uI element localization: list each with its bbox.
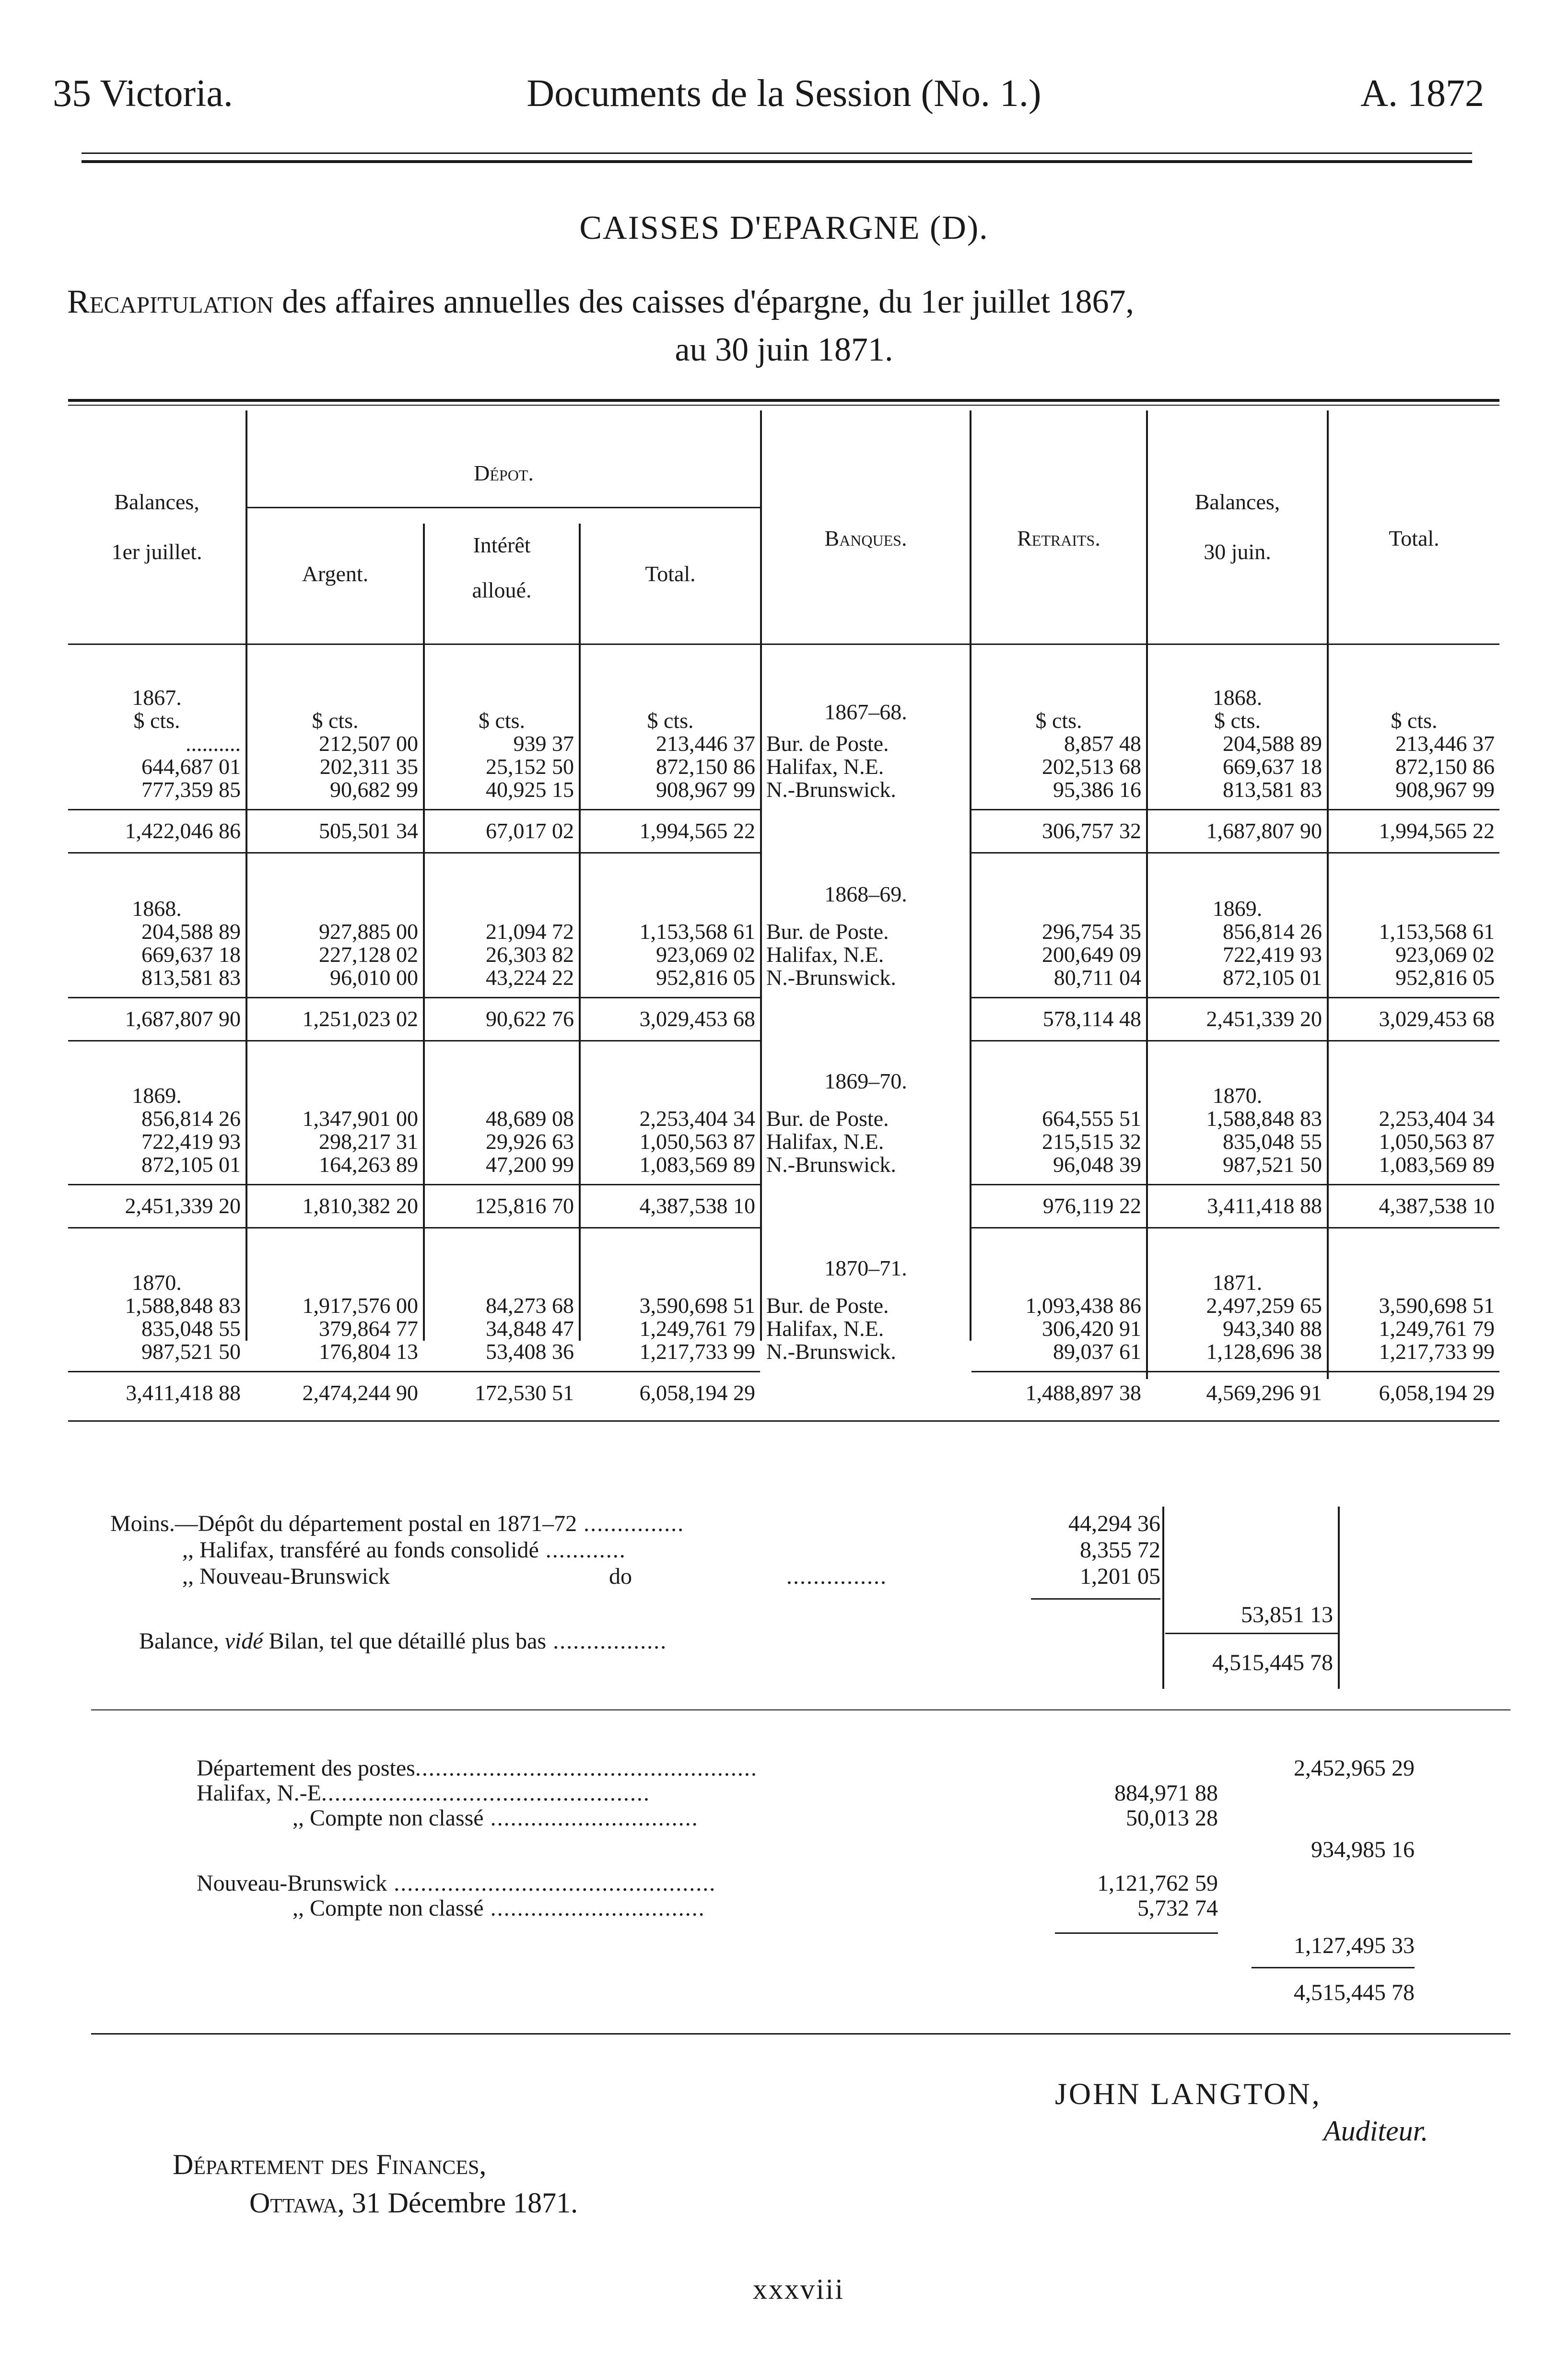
total-cell: 2,474,244 90	[302, 1380, 418, 1405]
bilan-halifax-cnc-label: ,, Compte non classé	[293, 1805, 484, 1831]
table-cell: 202,311 35	[319, 754, 418, 779]
depot-rule	[247, 507, 760, 508]
header-rule-top	[82, 152, 1472, 154]
bilan-postes-label: Département des postes	[197, 1755, 415, 1781]
table-cell: 298,217 31	[319, 1129, 418, 1154]
bilan-postes: Département des postes...................................................	[197, 1755, 758, 1781]
table-cell: 200,649 09	[1042, 942, 1141, 967]
total-cell: 1,422,046 86	[125, 819, 241, 843]
total-cell: 2,451,339 20	[1206, 1006, 1322, 1031]
head-balances-1: Balances,	[114, 490, 199, 514]
department-line-1: Département des Finances,	[173, 2149, 487, 2180]
bilan-nb-label: Nouveau-Brunswick	[197, 1871, 387, 1896]
table-cell: 1,917,576 00	[302, 1293, 418, 1318]
table-cell: 872,150 86	[1395, 754, 1495, 779]
table-cell: N.-Brunswick.	[766, 965, 896, 990]
balance-line: Balance, vidé Bilan, tel que détaillé plus bas .................	[139, 1628, 667, 1654]
table-cell: 306,420 91	[1042, 1316, 1141, 1341]
signature-name: JOHN LANGTON,	[1055, 2077, 1322, 2111]
bilan-nb-total: 1,127,495 33	[1294, 1933, 1415, 1958]
head-balances-juillet	[68, 485, 246, 569]
table-cell: 296,754 35	[1042, 919, 1141, 944]
moins-line-2: ,, Halifax, transféré au fonds consolidé ............	[182, 1537, 626, 1563]
total-cell: 90,622 76	[486, 1006, 574, 1031]
table-cell: 664,555 51	[1042, 1106, 1141, 1131]
table-cell: 1,588,848 83	[125, 1293, 241, 1318]
table-cell: 669,637 18	[1223, 754, 1322, 779]
moins-line-3	[182, 1563, 390, 1590]
unit-label: $ cts.	[133, 708, 180, 733]
header-center: Documents de la Session (No. 1.)	[527, 72, 1041, 115]
block-rule	[68, 852, 760, 854]
table-cell: 952,816 05	[1395, 965, 1495, 990]
total-cell: 3,029,453 68	[1379, 1006, 1495, 1031]
head-retraits: Retraits.	[1017, 526, 1100, 550]
table-cell: 8,857 48	[1064, 731, 1141, 756]
total-cell: 67,017 02	[486, 819, 574, 843]
moins-line-1-label: Moins.—Dépôt du département postal en 1871–72	[110, 1511, 577, 1536]
year-open: 1870.	[132, 1270, 182, 1295]
subtitle-lead: Recapitulation	[67, 283, 274, 320]
table-cell: 1,153,568 61	[1379, 919, 1495, 944]
table-cell: 1,050,563 87	[1379, 1129, 1495, 1154]
table-cell: 34,848 47	[486, 1316, 574, 1341]
moins-line-3-do: do	[609, 1564, 632, 1589]
table-cell: 722,419 93	[141, 1129, 241, 1154]
subtitle-line-2: au 30 juin 1871.	[675, 331, 893, 368]
moins-col-sep-2	[1338, 1507, 1340, 1689]
year-open: 1868.	[132, 896, 182, 921]
bilan-nb: Nouveau-Brunswick ................................................	[197, 1871, 716, 1896]
table-cell: 644,687 01	[141, 754, 241, 779]
bilan-halifax: Halifax, N.-E.................................................	[197, 1780, 650, 1806]
table-cell: 215,515 32	[1042, 1129, 1141, 1154]
table-cell: N.-Brunswick.	[766, 777, 896, 802]
unit-label: $ cts.	[312, 708, 359, 733]
bilan-nb-cnc: ,, Compte non classé ................................	[293, 1895, 705, 1921]
moins-line-3-label: ,, Nouveau-Brunswick	[182, 1564, 390, 1589]
table-cell: 176,804 13	[319, 1339, 418, 1364]
bilan-nb-rule	[1055, 1932, 1218, 1934]
balance-post: Bilan, tel que détaillé plus bas	[263, 1628, 547, 1654]
total-cell: 4,569,296 91	[1206, 1380, 1322, 1405]
balance-rule	[1165, 1633, 1338, 1634]
recapitulation-table	[68, 399, 1499, 1502]
table-cell: N.-Brunswick.	[766, 1339, 896, 1364]
table-bottom-rule	[68, 1420, 1499, 1422]
block-rule	[971, 1040, 1499, 1041]
table-cell: 908,967 99	[1395, 777, 1495, 802]
header-rule-bottom	[82, 160, 1472, 163]
header-left: 35 Victoria.	[53, 72, 233, 115]
block-rule	[971, 1184, 1499, 1185]
head-balances-juin	[1148, 485, 1327, 569]
block-rule	[971, 1371, 1499, 1372]
head-total-final: Total.	[1389, 526, 1439, 550]
head-argent: Argent.	[302, 562, 369, 586]
table-cell: 1,128,696 38	[1206, 1339, 1322, 1364]
total-cell: 125,816 70	[475, 1193, 574, 1218]
table-cell: 1,083,569 89	[1379, 1152, 1495, 1177]
total-cell: 172,530 51	[475, 1380, 574, 1405]
total-cell: 578,114 48	[1042, 1006, 1141, 1031]
table-cell: 872,105 01	[141, 1152, 241, 1177]
block-rule	[68, 1371, 760, 1372]
table-cell: 204,588 89	[141, 919, 241, 944]
page-number: xxxviii	[753, 2273, 845, 2305]
block-rule	[68, 809, 760, 810]
bilan-halifax-label: Halifax, N.-E	[197, 1780, 321, 1806]
moins-col-sep	[1162, 1507, 1164, 1689]
department-place: Ottawa	[249, 2187, 338, 2219]
table-cell: 908,967 99	[656, 777, 755, 802]
section-rule	[91, 1709, 1510, 1710]
table-cell: 777,359 85	[141, 777, 241, 802]
block-rule	[971, 809, 1499, 810]
table-cell: 3,590,698 51	[1379, 1293, 1495, 1318]
block-rule	[971, 1227, 1499, 1228]
table-cell: Halifax, N.E.	[766, 1316, 884, 1341]
table-cell: 80,711 04	[1053, 965, 1141, 990]
balance-vide: vidé	[224, 1628, 263, 1654]
table-cell: Halifax, N.E.	[766, 754, 884, 779]
table-cell: 26,303 82	[486, 942, 574, 967]
table-cell: 227,128 02	[319, 942, 418, 967]
period: 1868–69.	[824, 882, 907, 906]
year-close: 1870.	[1212, 1083, 1263, 1108]
table-cell: 379,864 77	[319, 1316, 418, 1341]
table-cell: 813,581 83	[1223, 777, 1322, 802]
table-cell: 25,152 50	[486, 754, 574, 779]
table-cell: 835,048 55	[1223, 1129, 1322, 1154]
table-cell: Bur. de Poste.	[766, 1293, 889, 1318]
table-cell: 43,224 22	[486, 965, 574, 990]
moins-line-3-value: 1,201 05	[1080, 1564, 1160, 1589]
block-rule	[68, 1040, 760, 1041]
total-cell: 1,251,023 02	[302, 1006, 418, 1031]
unit-label: $ cts.	[1214, 708, 1261, 733]
signature-title: Auditeur.	[1323, 2115, 1428, 2147]
total-cell: 3,411,418 88	[1207, 1193, 1322, 1218]
table-cell: 95,386 16	[1053, 777, 1141, 802]
table-cell: 1,217,733 99	[1379, 1339, 1495, 1364]
table-cell: Bur. de Poste.	[766, 919, 889, 944]
moins-line-2-label: ,, Halifax, transféré au fonds consolidé	[182, 1537, 539, 1563]
table-rule-top-thin	[68, 405, 1499, 406]
header-bottom-rule	[68, 643, 1499, 645]
moins-line-2-value: 8,355 72	[1080, 1537, 1160, 1563]
bilan-nb-cnc-label: ,, Compte non classé	[293, 1895, 484, 1921]
bilan-nb-cnc-value: 5,732 74	[1137, 1895, 1218, 1921]
total-cell: 2,451,339 20	[125, 1193, 241, 1218]
table-cell: 90,682 99	[330, 777, 418, 802]
head-interet-2: alloué.	[472, 578, 532, 602]
table-cell: 202,513 68	[1042, 754, 1141, 779]
year-open: 1867.	[132, 685, 182, 710]
table-cell: 84,273 68	[486, 1293, 574, 1318]
table-cell: 164,263 89	[319, 1152, 418, 1177]
table-rule-top	[68, 399, 1499, 402]
table-cell: 927,885 00	[319, 919, 418, 944]
table-cell: 2,253,404 34	[639, 1106, 755, 1131]
total-cell: 6,058,194 29	[639, 1380, 755, 1405]
bilan-bottom-rule	[91, 2033, 1510, 2035]
table-cell: Bur. de Poste.	[766, 1106, 889, 1131]
table-cell: 29,926 63	[486, 1129, 574, 1154]
subtitle-line-1	[67, 283, 1134, 321]
table-cell: 856,814 26	[1223, 919, 1322, 944]
table-cell: 939 37	[513, 731, 574, 756]
table-cell: 872,150 86	[656, 754, 755, 779]
table-cell: 204,588 89	[1223, 731, 1322, 756]
table-cell: 47,200 99	[486, 1152, 574, 1177]
block-rule	[68, 1227, 760, 1228]
table-cell: 722,419 93	[1223, 942, 1322, 967]
table-cell: 212,507 00	[319, 731, 418, 756]
table-cell: Halifax, N.E.	[766, 942, 884, 967]
table-cell: 1,249,761 79	[1379, 1316, 1495, 1341]
year-close: 1869.	[1212, 896, 1263, 921]
department-date: , 31 Décembre 1871.	[337, 2187, 578, 2219]
head-total-depot: Total.	[645, 562, 696, 586]
bilan-halifax-total: 934,985 16	[1311, 1837, 1415, 1862]
subtitle-rest: des affaires annuelles des caisses d'épargne, du 1er juillet 1867,	[273, 283, 1134, 320]
table-cell: ..........	[186, 731, 241, 756]
head-interet	[425, 528, 579, 607]
table-cell: Halifax, N.E.	[766, 1129, 884, 1154]
total-cell: 1,687,807 90	[1206, 819, 1322, 843]
table-cell: 1,588,848 83	[1206, 1106, 1322, 1131]
balance-pre: Balance,	[139, 1628, 225, 1654]
table-cell: 96,048 39	[1053, 1152, 1141, 1177]
table-cell: 2,497,259 65	[1206, 1293, 1322, 1318]
moins-sum: 53,851 13	[1241, 1602, 1333, 1627]
table-cell: 3,590,698 51	[639, 1293, 755, 1318]
table-cell: 1,083,569 89	[639, 1152, 755, 1177]
total-cell: 306,757 32	[1042, 819, 1141, 843]
total-cell: 3,029,453 68	[639, 1006, 755, 1031]
total-cell: 4,387,538 10	[639, 1193, 755, 1218]
table-cell: 1,153,568 61	[639, 919, 755, 944]
total-cell: 3,411,418 88	[126, 1380, 241, 1405]
year-open: 1869.	[132, 1083, 182, 1108]
bilan-halifax-cnc-value: 50,013 28	[1126, 1805, 1218, 1831]
total-cell: 1,810,382 20	[302, 1193, 418, 1218]
header-right: A. 1872	[1360, 72, 1484, 115]
table-cell: 872,105 01	[1223, 965, 1322, 990]
unit-label: $ cts.	[1035, 708, 1082, 733]
head-balances30-2: 30 juin.	[1204, 539, 1271, 564]
bilan-grand-total: 4,515,445 78	[1294, 1980, 1415, 2005]
table-cell: 923,069 02	[656, 942, 755, 967]
table-cell: 1,249,761 79	[639, 1316, 755, 1341]
table-cell: 89,037 61	[1053, 1339, 1141, 1364]
document-title: CAISSES D'EPARGNE (D).	[579, 210, 989, 246]
department-line-2	[249, 2187, 578, 2220]
total-cell: 1,994,565 22	[1379, 819, 1495, 843]
unit-label: $ cts.	[1391, 708, 1438, 733]
table-cell: 1,050,563 87	[639, 1129, 755, 1154]
head-interet-1: Intérêt	[473, 533, 531, 557]
table-cell: 1,347,901 00	[302, 1106, 418, 1131]
total-cell: 505,501 34	[319, 819, 418, 843]
table-cell: 813,581 83	[141, 965, 241, 990]
moins-line-1-value: 44,294 36	[1068, 1511, 1160, 1536]
balance-value: 4,515,445 78	[1212, 1650, 1333, 1675]
head-depot: Dépot.	[474, 461, 534, 485]
table-cell: 213,446 37	[1395, 731, 1495, 756]
table-cell: 923,069 02	[1395, 942, 1495, 967]
total-cell: 6,058,194 29	[1379, 1380, 1495, 1405]
period: 1867–68.	[824, 700, 907, 724]
table-cell: 987,521 50	[1223, 1152, 1322, 1177]
block-rule	[68, 997, 760, 998]
table-cell: 96,010 00	[330, 965, 418, 990]
block-rule	[971, 852, 1499, 854]
table-cell: 1,217,733 99	[639, 1339, 755, 1364]
total-cell: 1,488,897 38	[1025, 1380, 1141, 1405]
total-cell: 1,687,807 90	[125, 1006, 241, 1031]
table-cell: 943,340 88	[1223, 1316, 1322, 1341]
table-cell: 952,816 05	[656, 965, 755, 990]
table-cell: 1,093,438 86	[1025, 1293, 1141, 1318]
table-cell: 48,689 08	[486, 1106, 574, 1131]
table-cell: 669,637 18	[141, 942, 241, 967]
table-cell: 835,048 55	[141, 1316, 241, 1341]
total-cell: 976,119 22	[1042, 1193, 1141, 1218]
moins-sum-rule	[1031, 1598, 1160, 1600]
period: 1870–71.	[824, 1256, 907, 1280]
block-rule	[971, 997, 1499, 998]
table-cell: 856,814 26	[141, 1106, 241, 1131]
table-cell: 2,253,404 34	[1379, 1106, 1495, 1131]
table-cell: 40,925 15	[486, 777, 574, 802]
table-cell: 21,094 72	[486, 919, 574, 944]
total-cell: 4,387,538 10	[1379, 1193, 1495, 1218]
bilan-nb-value: 1,121,762 59	[1097, 1871, 1218, 1896]
table-cell: 53,408 36	[486, 1339, 574, 1364]
moins-line-3-dots: ...............	[786, 1564, 887, 1589]
unit-label: $ cts.	[647, 708, 694, 733]
unit-label: $ cts.	[478, 708, 526, 733]
moins-line-1: Moins.—Dépôt du département postal en 1871–72 ...............	[110, 1511, 685, 1536]
bilan-halifax-value: 884,971 88	[1114, 1780, 1218, 1806]
year-close: 1871.	[1212, 1270, 1263, 1295]
head-balances-2: 1er juillet.	[111, 539, 202, 564]
bilan-total-rule	[1252, 1967, 1415, 1968]
period: 1869–70.	[824, 1069, 907, 1093]
table-cell: Bur. de Poste.	[766, 731, 889, 756]
table-cell: 213,446 37	[656, 731, 755, 756]
table-cell: 987,521 50	[141, 1339, 241, 1364]
table-cell: N.-Brunswick.	[766, 1152, 896, 1177]
head-balances30-1: Balances,	[1194, 490, 1280, 514]
block-rule	[68, 1184, 760, 1185]
year-close: 1868.	[1212, 685, 1263, 710]
bilan-postes-value: 2,452,965 29	[1294, 1755, 1415, 1781]
bilan-halifax-cnc: ,, Compte non classé ...............................	[293, 1805, 699, 1831]
head-banques: Banques.	[824, 526, 907, 550]
total-cell: 1,994,565 22	[639, 819, 755, 843]
col-sep-7	[1327, 410, 1329, 1379]
